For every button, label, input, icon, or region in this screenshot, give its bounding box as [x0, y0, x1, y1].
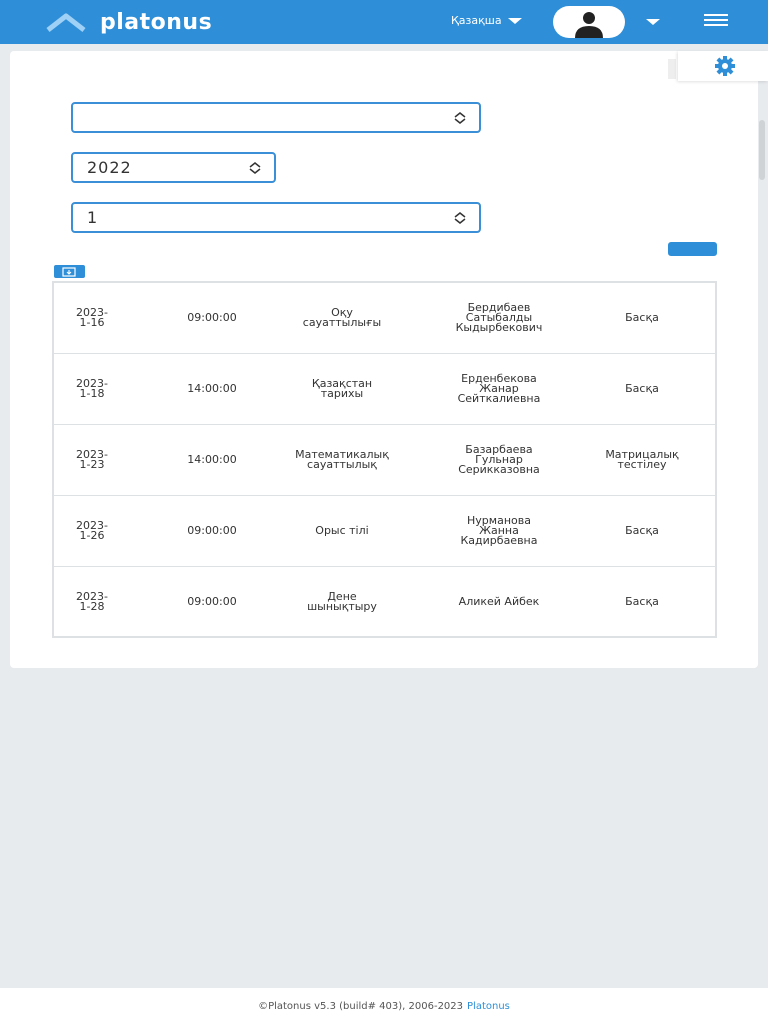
export-button[interactable] — [54, 265, 85, 278]
cell-date: 2023- 1-18 — [76, 377, 108, 400]
cell-time: 14:00:00 — [187, 453, 237, 466]
cell-time: 09:00:00 — [187, 595, 237, 608]
group-select[interactable] — [71, 102, 481, 133]
cell-time: 09:00:00 — [187, 524, 237, 537]
logo-text: platonus — [100, 9, 213, 35]
cell-teacher: Базарбаева Гульнар Серикказовна — [458, 443, 540, 476]
cell-teacher: Ерденбекова Жанар Сейткалиевна — [457, 372, 541, 405]
cell-teacher: Нурманова Жанна Кадирбаевна — [460, 514, 538, 547]
cell-type: Басқа — [625, 595, 659, 608]
cell-teacher: Бердибаев Сатыбалды Кыдырбекович — [455, 301, 543, 334]
cell-subject: Орыс тілі — [315, 524, 369, 537]
year-select[interactable] — [71, 152, 276, 183]
table-row[interactable] — [54, 354, 715, 425]
table-row[interactable] — [54, 425, 715, 496]
cell-type: Басқа — [625, 382, 659, 395]
cell-subject: Математикалық сауаттылық — [295, 448, 389, 471]
cell-time: 09:00:00 — [187, 311, 237, 324]
top-header — [0, 0, 768, 44]
schedule-table — [52, 281, 717, 638]
table-row[interactable] — [54, 496, 715, 567]
scrollbar[interactable] — [759, 120, 765, 180]
chevron-down-icon — [508, 18, 522, 24]
cell-subject: Дене шынықтыру — [307, 590, 377, 613]
show-button[interactable] — [668, 242, 717, 256]
export-icon — [62, 266, 76, 277]
footer-text: ©Platonus v5.3 (build# 403), 2006-2023 — [258, 1000, 464, 1012]
user-avatar[interactable] — [553, 6, 625, 38]
term-select[interactable] — [71, 202, 481, 233]
footer — [0, 988, 768, 1024]
cell-date: 2023- 1-28 — [76, 590, 108, 613]
hamburger-menu-icon[interactable] — [704, 14, 728, 30]
select-arrows-icon — [248, 162, 262, 174]
cell-teacher: Аликей Айбек — [458, 595, 540, 608]
user-menu-chevron-icon[interactable] — [646, 19, 660, 25]
cell-type: Басқа — [625, 524, 659, 537]
cell-time: 14:00:00 — [187, 382, 237, 395]
language-label: Қазақша — [451, 14, 502, 27]
cell-date: 2023- 1-16 — [76, 306, 108, 329]
language-selector[interactable] — [451, 14, 522, 27]
logo-mark-icon — [46, 10, 86, 34]
gear-icon — [708, 56, 742, 76]
settings-button[interactable] — [678, 51, 768, 81]
select-arrows-icon — [453, 212, 467, 224]
user-icon — [553, 6, 625, 38]
table-row[interactable] — [54, 283, 715, 354]
platonus-logo[interactable] — [46, 8, 212, 36]
select-arrows-icon — [453, 112, 467, 124]
cell-type: Басқа — [625, 311, 659, 324]
cell-date: 2023- 1-23 — [76, 448, 108, 471]
table-row[interactable] — [54, 567, 715, 638]
year-select-value: 2022 — [87, 158, 132, 177]
cell-subject: Оқу сауаттылығы — [302, 306, 382, 329]
cell-subject: Қазақстан тарихы — [311, 377, 373, 400]
cell-type: Матрицалық тестілеу — [605, 448, 679, 471]
term-select-value: 1 — [87, 208, 99, 227]
cell-date: 2023- 1-26 — [76, 519, 108, 542]
footer-link[interactable]: Platonus — [467, 1000, 510, 1012]
